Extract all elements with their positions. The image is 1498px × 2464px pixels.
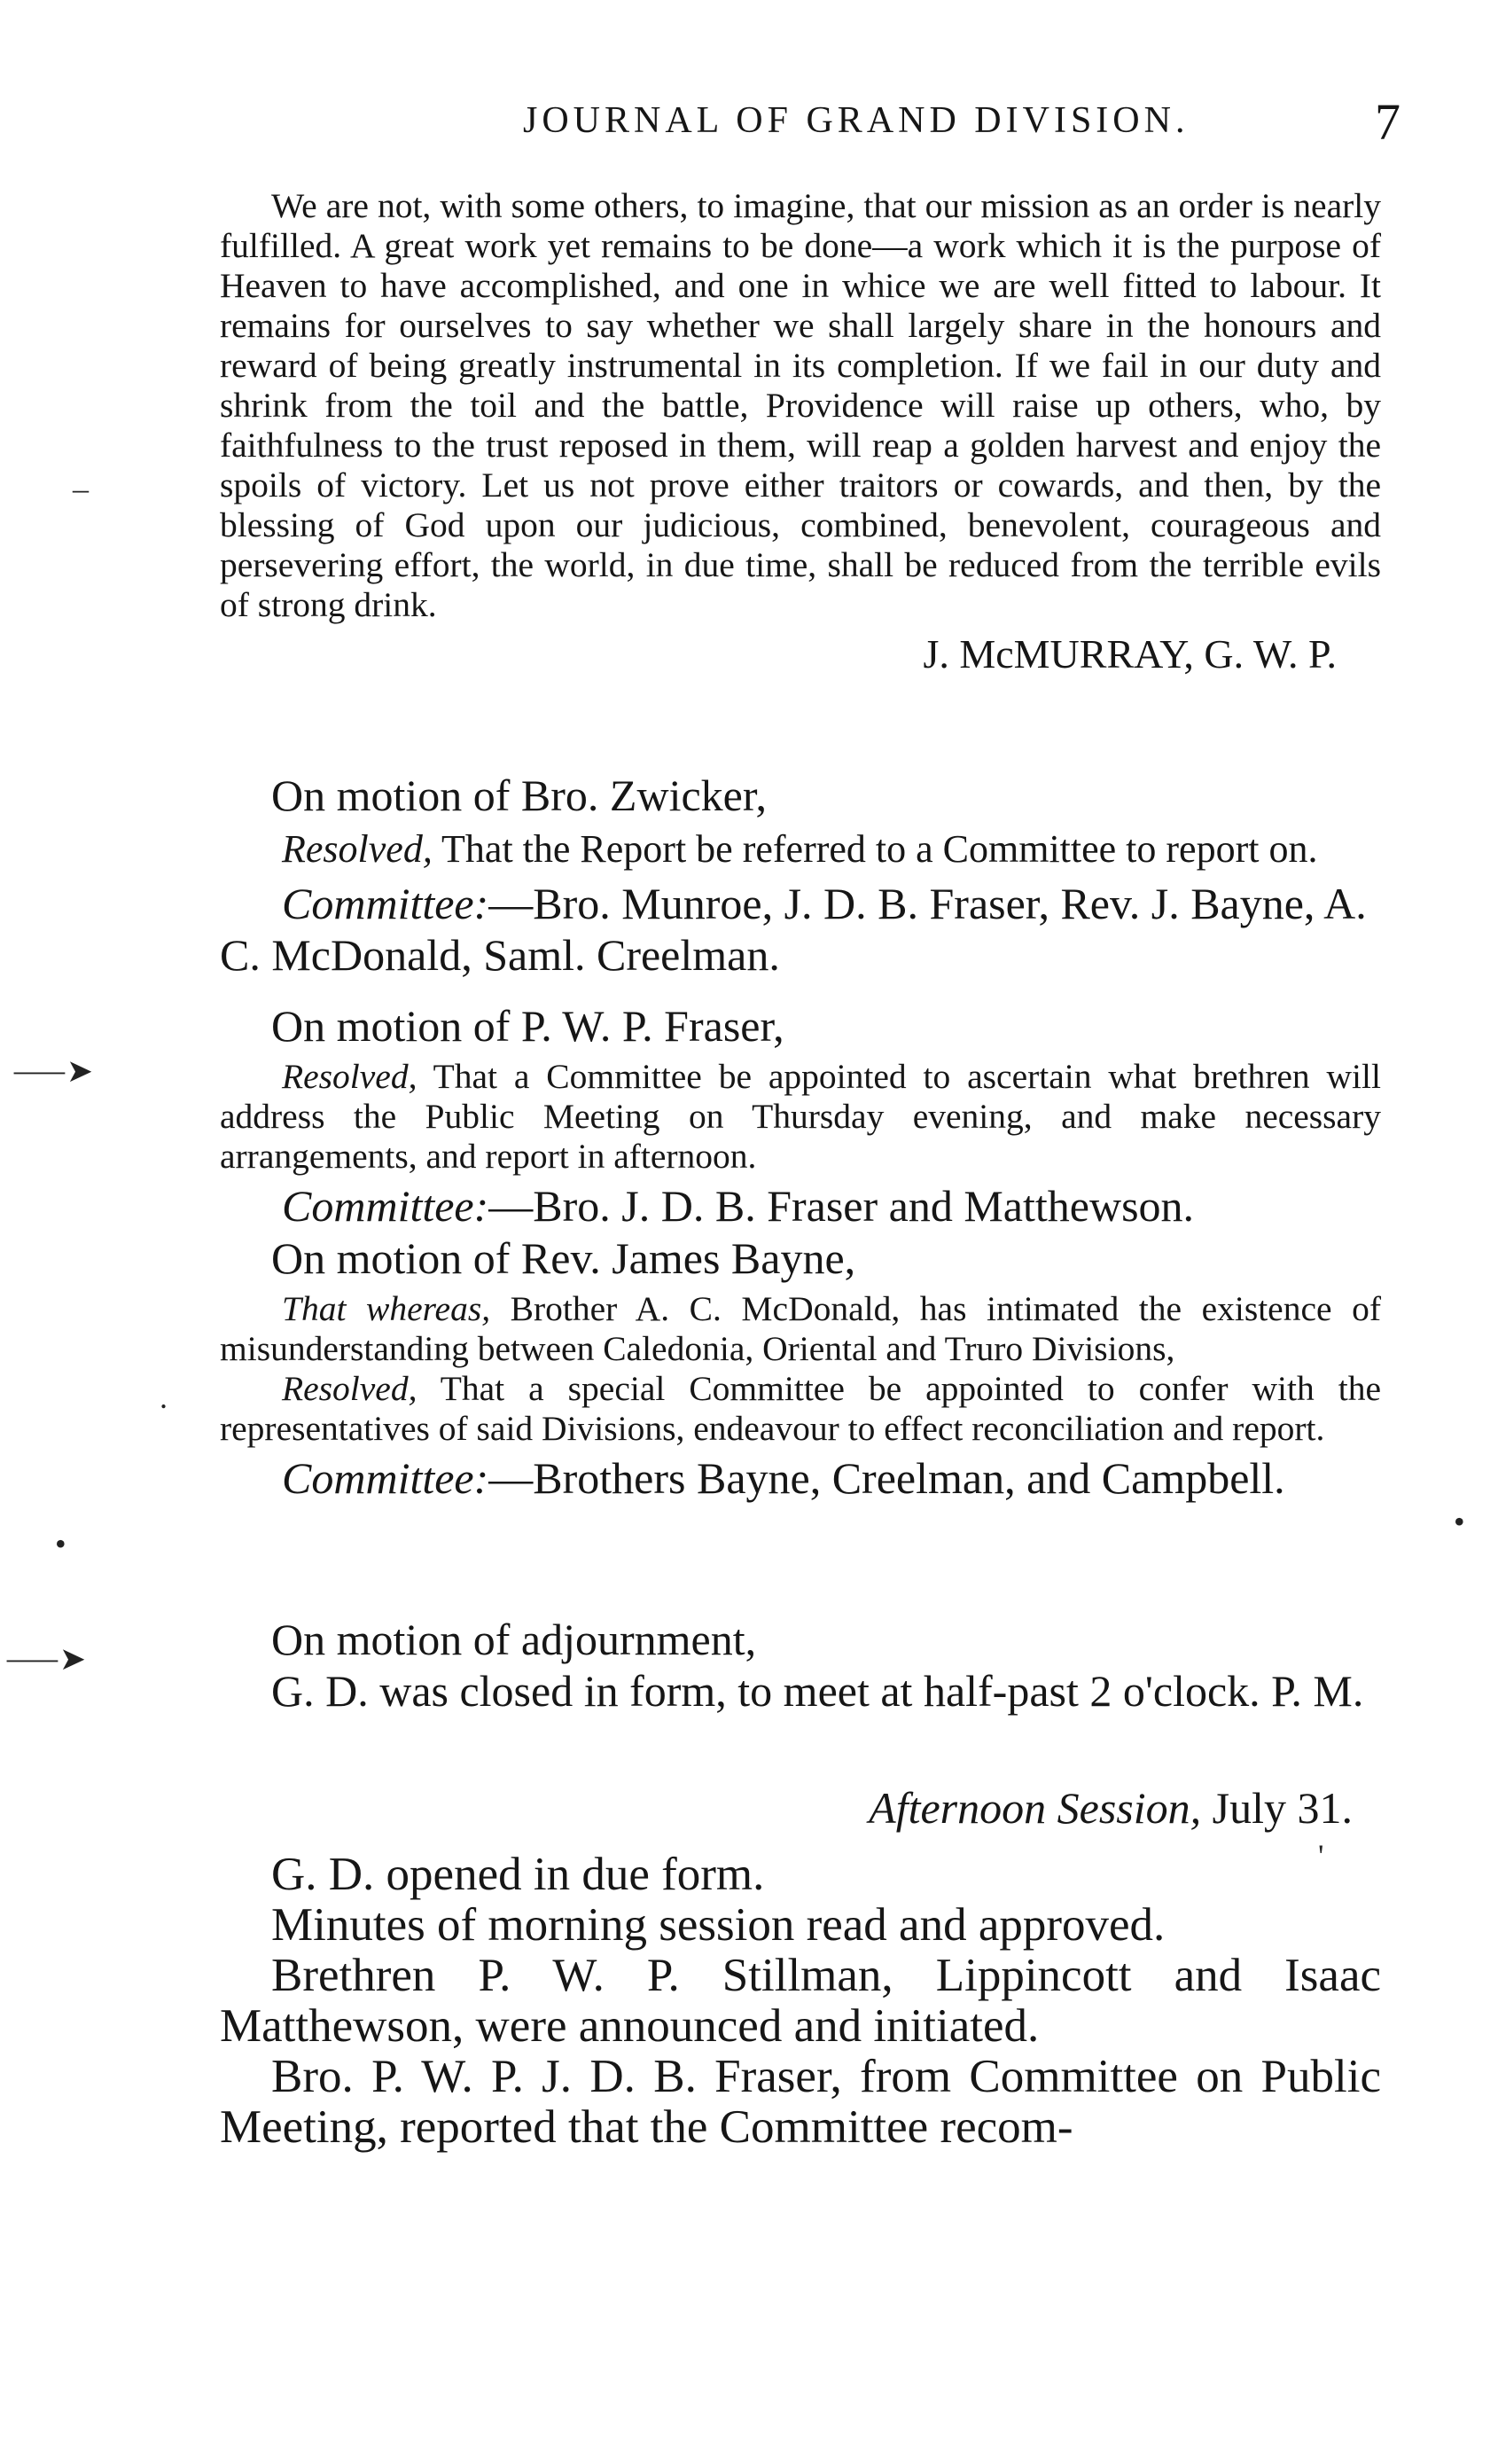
- resolved-label: Resolved,: [282, 1369, 417, 1408]
- committee-members: —Bro. Munroe, J. D. B. Fraser, Rev. J. Bayne, A. C. McDonald, Saml. Creelman.: [220, 879, 1367, 980]
- report-signature: J. McMURRAY, G. W. P.: [923, 631, 1337, 677]
- committee-members: —Brothers Bayne, Creelman, and Campbell.: [488, 1453, 1285, 1503]
- resolved-text: That a Committee be appointed to ascertain what brethren will address the Public Meeting on Thursday evening, and make necessary arrangements, and report in afternoon.: [220, 1057, 1381, 1176]
- margin-arrow-mark: ⸺➤: [12, 1053, 94, 1089]
- report-block: [220, 186, 1381, 677]
- adjournment-heading: On motion of adjournment,: [271, 1615, 757, 1664]
- session-paragraph: G. D. opened in due form.: [271, 1849, 765, 1900]
- committee-label: Committee:: [282, 879, 489, 928]
- resolution: [220, 1057, 1381, 1177]
- page-number: 7: [1375, 93, 1400, 151]
- resolved-label: Resolved,: [282, 827, 433, 871]
- margin-tick-mark: ': [1318, 1838, 1324, 1873]
- session-heading: [220, 1782, 1381, 1834]
- committee-members: —Bro. J. D. B. Fraser and Matthewson.: [488, 1181, 1195, 1231]
- margin-dash-mark: –: [73, 471, 89, 506]
- margin-dot-mark: .: [160, 1380, 168, 1415]
- session-label: Afternoon Session,: [869, 1783, 1202, 1833]
- running-title: JOURNAL OF GRAND DIVISION.: [523, 100, 1190, 141]
- committee: [220, 878, 1381, 981]
- resolved-label: Resolved,: [282, 1057, 417, 1096]
- motion-heading: On motion of Rev. James Bayne,: [271, 1233, 856, 1283]
- margin-arrow-mark-2: ⸺➤: [5, 1641, 87, 1677]
- margin-bullet-mark-right: •: [1454, 1504, 1465, 1539]
- resolution: [220, 1369, 1381, 1449]
- session-date: July 31.: [1212, 1783, 1353, 1833]
- committee: [220, 1180, 1381, 1232]
- motion-heading: On motion of Bro. Zwicker,: [271, 770, 768, 820]
- running-head: [222, 93, 1400, 153]
- session-paragraph: Minutes of morning session read and approved.: [271, 1899, 1166, 1951]
- motion-heading: On motion of P. W. P. Fraser,: [271, 1001, 784, 1051]
- committee-label: Committee:: [282, 1181, 489, 1231]
- whereas-clause: [220, 1289, 1381, 1369]
- report-paragraph: We are not, with some others, to imagine, that our mission as an order is nearly fulfilled. A great work yet remains to be done—a work which it is the purpose of Heaven to have accomplished, and one in whice we are well fitted to labour. It remains for ourselves to say whether we shall largely share in the honours and reward of being greatly instrumental in its completion. If we fail in our duty and shrink from the toil and the battle, Providence will raise up others, who, by faithfulness to the trust reposed in them, will reap a golden harvest and enjoy the spoils of victory. Let us not prove either traitors or cowards, and then, by the blessing of God upon our judicious, combined, benevolent, courageous and persevering effort, the world, in due time, shall be reduced from the terrible evils of strong drink.: [220, 186, 1381, 624]
- resolution: [220, 828, 1381, 871]
- resolved-text: That the Report be referred to a Committee to report on.: [441, 827, 1318, 871]
- margin-bullet-mark: •: [55, 1526, 66, 1561]
- session-paragraph: Bro. P. W. P. J. D. B. Fraser, from Committee on Public Meeting, reported that the Committee recom-: [220, 2051, 1381, 2153]
- whereas-text: Brother A. C. McDonald, has intimated the existence of misunderstanding between Caledonia, Oriental and Truro Divisions,: [220, 1289, 1381, 1368]
- whereas-label: That whereas,: [282, 1289, 491, 1328]
- resolved-text: That a special Committee be appointed to confer with the representatives of said Divisions, endeavour to effect reconciliation and report.: [220, 1369, 1381, 1448]
- committee-label: Committee:: [282, 1453, 489, 1503]
- adjournment-text: G. D. was closed in form, to meet at half-past 2 o'clock. P. M.: [271, 1666, 1364, 1716]
- committee: [220, 1452, 1381, 1504]
- afternoon-session: [220, 1782, 1381, 2153]
- motion-fraser: [220, 1000, 1381, 1232]
- session-paragraph: Brethren P. W. P. Stillman, Lippincott and Isaac Matthewson, were announced and initiated.: [220, 1950, 1381, 2052]
- adjournment: [220, 1614, 1381, 1717]
- motion-bayne: [220, 1232, 1381, 1504]
- motion-zwicker: [220, 770, 1381, 981]
